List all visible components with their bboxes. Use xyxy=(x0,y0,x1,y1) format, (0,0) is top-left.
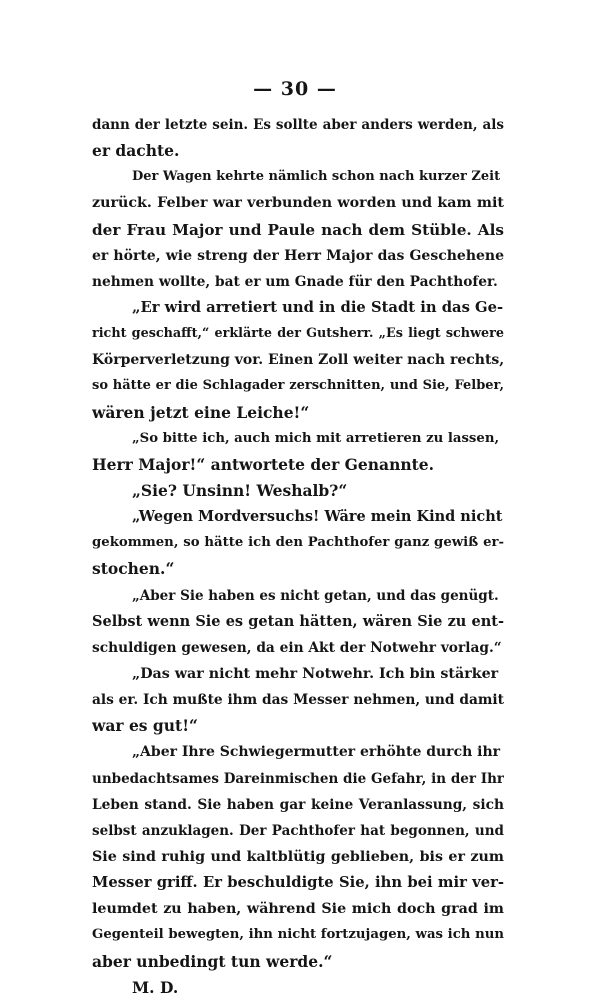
text-line: leumdet zu haben, während Sie mich doch grad im xyxy=(92,901,504,918)
text-line: „Das war nicht mehr Notwehr. Ich bin stärker xyxy=(132,665,499,682)
text-line: Selbst wenn Sie es getan hätten, wären Sie zu ent- xyxy=(92,612,504,630)
text-line: gekommen, so hätte ich den Pachthofer ganz gewiß er- xyxy=(92,535,504,551)
text-line: selbst anzuklagen. Der Pachthofer hat begonnen, und xyxy=(92,822,504,839)
text-line: Herr Major!“ antwortete der Genannte. xyxy=(92,454,435,474)
text-line: unbedachtsames Dareinmischen die Gefahr, in der Ihr xyxy=(92,770,504,787)
author-signature: M. D. xyxy=(132,977,179,997)
text-line: „Wegen Mordversuchs! Wäre mein Kind nicht xyxy=(132,508,503,526)
page-number: — 30 — xyxy=(253,78,337,100)
text-line: „Aber Ihre Schwiegermutter erhöhte durch ihr xyxy=(132,744,501,761)
text-line: er hörte, wie streng der Herr Major das Geschehene xyxy=(92,247,504,264)
text-line: „Er wird arretiert und in die Stadt in das Ge- xyxy=(132,298,504,316)
text-line: so hätte er die Schlagader zerschnitten, und Sie, Felber, xyxy=(92,378,504,394)
text-line: „Sie? Unsinn! Weshalb?“ xyxy=(132,480,348,500)
text-line: dann der letzte sein. Es sollte aber anders werden, als xyxy=(92,117,504,133)
text-line: Leben stand. Sie haben gar keine Veranlassung, sich xyxy=(92,796,504,813)
text-line: richt geschafft,“ erklärte der Gutsherr. „Es liegt schwere xyxy=(92,326,504,342)
text-line: er dachte. xyxy=(92,141,180,161)
text-line: stochen.“ xyxy=(92,559,175,579)
text-line: zurück. Felber war verbunden worden und kam mit xyxy=(92,195,504,212)
text-line: Gegenteil bewegten, ihn nicht fortzujagen, was ich nun xyxy=(92,927,504,943)
text-line: nehmen wollte, bat er um Gnade für den Pachthofer. xyxy=(92,273,498,290)
text-line: aber unbedingt tun werde.“ xyxy=(92,951,333,971)
text-line: Körperverletzung vor. Einen Zoll weiter nach rechts, xyxy=(92,352,504,369)
text-line: Sie sind ruhig und kaltblütig geblieben, bis er zum xyxy=(92,848,504,865)
text-line: „So bitte ich, auch mich mit arretieren zu lassen, xyxy=(132,430,500,446)
text-line: „Aber Sie haben es nicht getan, und das genügt. xyxy=(132,587,499,604)
text-line: der Frau Major und Paule nach dem Stüble. Als xyxy=(92,220,504,239)
text-line: war es gut!“ xyxy=(92,716,198,736)
body-text xyxy=(92,112,504,1001)
text-line: wären jetzt eine Leiche!“ xyxy=(92,402,310,422)
text-line: schuldigen gewesen, da ein Akt der Notwehr vorlag.“ xyxy=(92,639,502,656)
text-line: als er. Ich mußte ihm das Messer nehmen, und damit xyxy=(92,692,504,709)
text-line: Der Wagen kehrte nämlich schon nach kurzer Zeit xyxy=(132,169,501,185)
text-line: Messer griff. Er beschuldigte Sie, ihn bei mir ver- xyxy=(92,874,504,892)
